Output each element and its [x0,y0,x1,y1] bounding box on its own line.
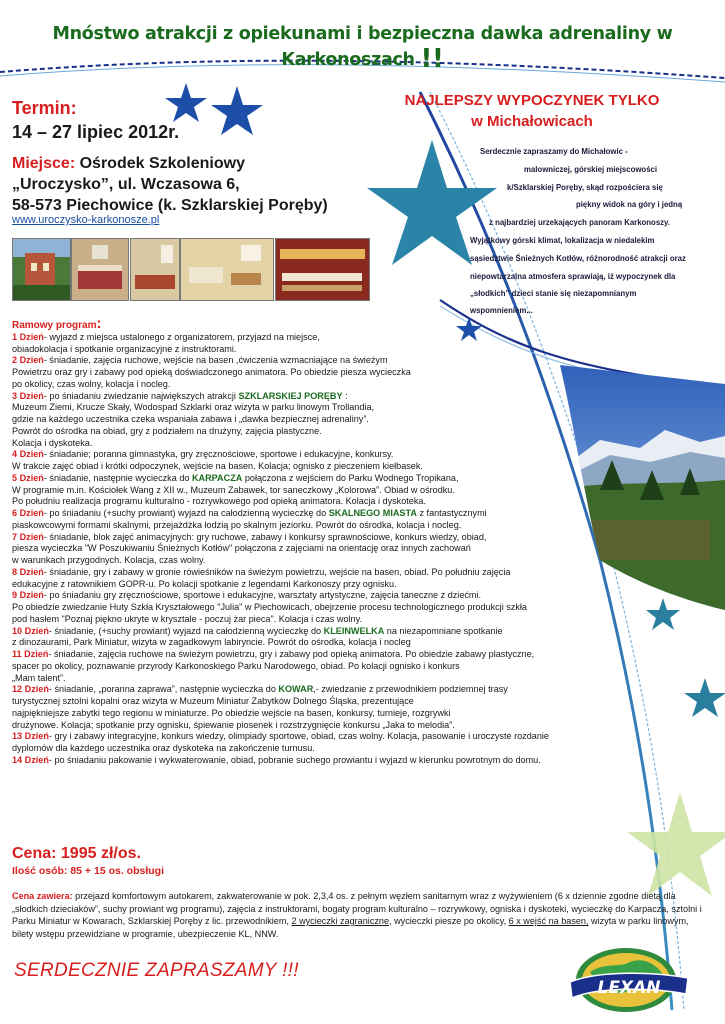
headline-text: Mnóstwo atrakcji z opiekunami i bezpieczna dawka adrenaliny w Karkonoszach [52,24,673,70]
program-heading-text: Ramowy program [12,320,97,331]
offer-text-line: z najbardziej urzekających panoram Karkonoszy. [489,218,670,227]
program-text: - śniadanie, blok zajęć animacyjnych: gry ruchowe, zabawy i konkursy sprawnościowe, konkurs wiedzy, obiad, [43,531,487,542]
program-lines [12,332,652,767]
program-text: z dinozaurami, Park Miniatur, wizyta w zagadkowym labiryncie. Powrót do ośrodka, kolacja i nocleg [12,637,411,648]
program-highlight: KARPACZA [191,472,243,483]
program-line [12,567,652,579]
offer-title [382,90,682,132]
program-day-label: 7 Dzień [12,531,44,542]
program-text: obiadokolacja i spotkanie organizacyjne z instruktorami. [12,343,237,354]
program-line [12,743,652,755]
venue-line1: Ośrodek Szkoleniowy [79,155,245,172]
offer-text-line: niepowtarzalna atmosfera sprawiają, iż wypoczynek dla [470,272,676,281]
program-line [12,708,652,720]
program-text: - śniadanie, następnie wycieczka do [43,472,192,483]
price-includes-label: Cena zawiera: [12,891,73,901]
offer-text-line: k/Szklarskiej Poręby, skąd rozpościera się [507,183,663,192]
program-day-label: 4 Dzień [12,449,44,460]
program-line [12,344,652,356]
price: Cena: 1995 zł/os. [12,845,141,862]
program-highlight: KLEINWELKA [323,625,385,636]
program-text: - po śniadaniu gry zręcznościowe, sportowe i edukacyjne, warsztaty artystyczne, zajęcia taneczne z dziećmi. [43,590,482,601]
program-text: - wyjazd z miejsca ustalonego z organizatorem, przyjazd na miejsce, [43,331,320,342]
program-text: piaskowcowymi formami skalnymi, przejażdżka łodzią po skalnym jeziorku. Powrót do ośrodka, kolacja i nocleg. [12,519,462,530]
program-line [12,532,652,544]
program-text: - po śniadaniu pakowanie i wykwaterowanie, obiad, pobranie suchego prowiantu i wyjazd w kierunku powrotnym do domu. [48,754,541,765]
program-text: Powrót do ośrodka na obiad, gry z podziałem na drużyny, zajęcia plastyczne. [12,425,322,436]
program-line [12,496,652,508]
program-day-label: 11 Dzień [12,649,49,659]
program-day-label: 12 Dzień [12,684,49,695]
price-includes-pool: 6 x wejść na basen, [508,916,589,926]
termin-dates: 14 – 27 lipiec 2012r. [12,122,180,142]
program-line [12,379,652,391]
program-text: piesza wycieczka "W Poszukiwaniu Śnieżnych Kotłów" połączona z zajęciami na orientację oraz innych zachowań [12,543,471,554]
program-line [12,696,652,708]
program-line [12,555,652,567]
lexan-logo [560,942,700,1014]
photo-dining-hall [275,238,370,301]
photo-building [12,238,71,301]
program-line [12,720,652,732]
program-line [12,391,652,403]
program-line [12,637,652,649]
program-line [12,332,652,344]
program-day-label: 8 Dzień [12,566,44,577]
program-line [12,414,652,426]
program-line [12,626,652,638]
program-day-label: 1 Dzień [12,331,44,342]
program-line [12,755,652,767]
offer-text-line: malowniczej, górskiej miejscowości [524,165,658,174]
program-highlight: KOWAR [278,684,314,695]
program-line [12,673,652,685]
program-line [12,508,652,520]
program-line [12,473,652,485]
program-day-label: 14 Dzień [12,754,49,765]
program-line [12,649,652,661]
program-day-label: 10 Dzień [12,625,49,636]
program-text: dyplomów dla każdego uczestnika oraz dyskoteka na zakończenie turnusu. [12,743,315,753]
program-text: - śniadanie, zajęcia ruchowe, wejście na basen ,ćwiczenia wzmacniające na świeżym [43,355,388,366]
program-text: ,- zwiedzanie z przewodnikiem podziemnej trasy [313,684,508,695]
program-day-label: 5 Dzień [12,472,44,483]
program-text: - śniadanie, zajęcia ruchowe na świeżym powietrzu, gry i zabawy pod opieką animatora. Po obiedzie zabawy plastyczne, [48,649,535,659]
program-text: spacer po okolicy, poznawanie przyrody Karkonoskiego Parku Narodowego, obiad. Po kolacji ognisko i konkurs [12,660,460,671]
offer-text-line: „słodkich” dzieci stanie się niezapomnianym [470,289,637,298]
program-text: z fantastycznymi [416,508,487,518]
program-text: drużynowe. Kolacja; spotkanie przy ognisku, śpiewanie piosenek i rozstrzygnięcie konkursu „Jaka to melodia”. [12,719,455,730]
program-text: Muzeum Ziemi, Krucze Skały, Wodospad Szklarki oraz wizyta w parku linowym Trollandia, [12,402,375,413]
photo-lounge [180,238,274,301]
venue-line2: „Uroczysko”, ul. Wczasowa 6, [12,176,240,193]
program-highlight: SKALNEGO MIASTA [328,508,417,518]
program-text: turystycznej sztolni kopalni oraz wizyta w Muzeum Miniatur Zabytków Dolnego Śląska, prezentujące [12,696,414,706]
program-text: „Mam talent”. [12,672,66,683]
headline [0,24,725,74]
program-text: Po południu realizacja programu kulturalno - rozrywkowego pod opieką animatora. Kolacja i dyskoteka. [12,496,426,507]
program-line [12,614,652,626]
lexan-logo-text: LEXAN [597,978,661,998]
program-day-label: 3 Dzień [12,390,44,401]
venue-url-link[interactable]: www.uroczysko-karkonosze.pl [12,214,160,226]
program-text: - śniadanie, gry i zabawy w gronie rówieśników na świeżym powietrzu, wejście na basen, obiad. Po południu zajęcia [43,566,511,577]
program-line [12,731,652,743]
offer-text-line: Serdecznie zapraszamy do Michałowic - [480,147,628,156]
program-day-label: 2 Dzień [12,355,44,366]
venue-block [12,153,328,216]
program-text: Powietrzu oraz gry i zabawy pod opieką doświadczonego animatora. Po obiedzie piesza wycieczka [12,367,411,377]
offer-text-line: Wyjątkowy górski klimat, lokalizacja w niedalekim [470,236,655,245]
program-line [12,520,652,532]
termin-label: Termin: [12,98,77,118]
program-day-label: 6 Dzień [12,508,44,518]
program-highlight: SZKLARSKIEJ PORĘBY [238,390,343,401]
program-text: - śniadanie, (+suchy prowiant) wyjazd na całodzienną wycieczkę do [48,625,324,636]
program-text: najpiękniejsze zabytki tego regionu w miniaturze. Po obiedzie wejście na basen, konkursy, turnieje, rozgrywki [12,707,451,718]
program-line [12,543,652,555]
offer-text-line: wspomnieniem... [470,306,533,315]
program-text: Kolacja i dyskoteka. [12,437,93,448]
farewell-invitation: SERDECZNIE ZAPRASZAMY !!! [14,960,299,981]
program-text: W programie m.in. Kościołek Wang z XII w., Muzeum Zabawek, tor saneczkowy „Kolorowa”. Obiad w ośrodku. [12,484,455,495]
offer-title-line1: NAJLEPSZY WYPOCZYNEK TYLKO [404,92,660,109]
program-text: - śniadanie, „poranna zaprawa”, następnie wycieczka do [48,684,279,695]
program-line [12,402,652,414]
program-line [12,661,652,673]
program-text: Po obiedzie zwiedzanie Huty Szkła Kryształowego "Julia" w Piechowicach, obejrzenie procesu technologicznego produkcji szkła [12,602,527,612]
offer-text-line: piękny widok na góry i jedną [576,200,683,209]
large-star [367,140,497,265]
program-line [12,485,652,497]
program-text: po okolicy, czas wolny, kolacja i nocleg. [12,378,171,389]
program-text: - śniadanie; poranna gimnastyka, gry zręcznościowe, sportowe i edukacyjne, konkursy. [43,449,394,460]
program-text: połączona z wejściem do Parku Wodnego Tropikana, [242,472,459,483]
program-text: - po śniadaniu (+suchy prowiant) wyjazd na całodzienną wycieczkę do [43,508,329,518]
price-includes-text-3: wizyta w parku linowym, bilety wstępu przewidziane w programie, ubezpieczenie KL, NNW. [12,916,689,939]
program-text: gdzie na każdego uczestnika czeka wspaniała zabawa i „dawka bezpiecznej adrenaliny”. [12,414,369,424]
program-line [12,426,652,438]
program-text: - po śniadaniu zwiedzanie największych atrakcji [43,390,239,401]
program-line [12,684,652,696]
photo-bedroom [71,238,129,301]
price-includes [12,890,702,940]
offer-title-line2: w Michałowicach [471,113,593,130]
offer-text-line: sąsiedztwie Śnieżnych Kotłów, różnorodność atrakcji oraz [470,254,686,263]
program-text: edukacyjne z ratownikiem GOPR-u. Po kolacji spotkanie z legendami Karkonoszy przy ognisku. [12,578,397,589]
program-text: - gry i zabawy integracyjne, konkurs wiedzy, olimpiady sportowe, obiad, czas wolny. Kolacja, pasowanie i uroczyste rozdanie [48,731,549,742]
program-line [12,355,652,367]
program-line [12,590,652,602]
price-includes-text-1: przejazd komfortowym autokarem, zakwaterowanie w pok. 2,3,4 os. z pełnym węzłem sanitarnym wraz z wyżywieniem (6 x dziennie zgodne dietą dla „słodkich dzieciaków”, suchy prowiant wg programu), zajęcia z instruktorami, bogaty program kulturalno – rozrywkowy, ogniska i dyskoteki, wycieczkę do Karpacza, sztolni i Parku Miniatur w Kowarach, Szklarskiej Poręby z lic. przewodnikiem, [12,891,702,926]
program-line [12,367,652,379]
program-line [12,461,652,473]
program-text: : [342,390,348,401]
venue-label: Miejsce: [12,155,76,172]
program-text: W trakcie zajęć obiad i krótki odpoczynek, wejście na basen. Kolacja; ognisko z pieczeniem kiełbasek. [12,461,423,471]
venue-line3: 58-573 Piechowice (k. Szklarskiej Poręby) [12,197,328,214]
price-includes-text-2: , wycieczki piesze po okolicy, [389,916,509,926]
program-line [12,438,652,450]
pale-star [627,792,725,896]
program-line [12,602,652,614]
group-size: Ilość osób: 85 + 15 os. obsługi [12,865,164,877]
photo-room [130,238,180,301]
program-text: w warunkach przygodnych. Kolacja, czas wolny. [12,555,206,565]
program-line [12,579,652,591]
program-heading-colon: : [96,315,102,332]
program-day-label: 9 Dzień [12,590,44,601]
price-includes-trips: 2 wycieczki zagraniczne [291,916,390,926]
program-text: pod hasłem "Poznaj piękno ukryte w krysztale - poczuj żar pieca". Kolacja i czas wolny. [12,613,362,624]
program-section [12,315,652,767]
program-line [12,449,652,461]
program-day-label: 13 Dzień [12,731,49,742]
headline-exclamation: !! [420,44,444,74]
program-text: na niezapomniane spotkanie [384,625,503,636]
program-heading [12,315,652,332]
